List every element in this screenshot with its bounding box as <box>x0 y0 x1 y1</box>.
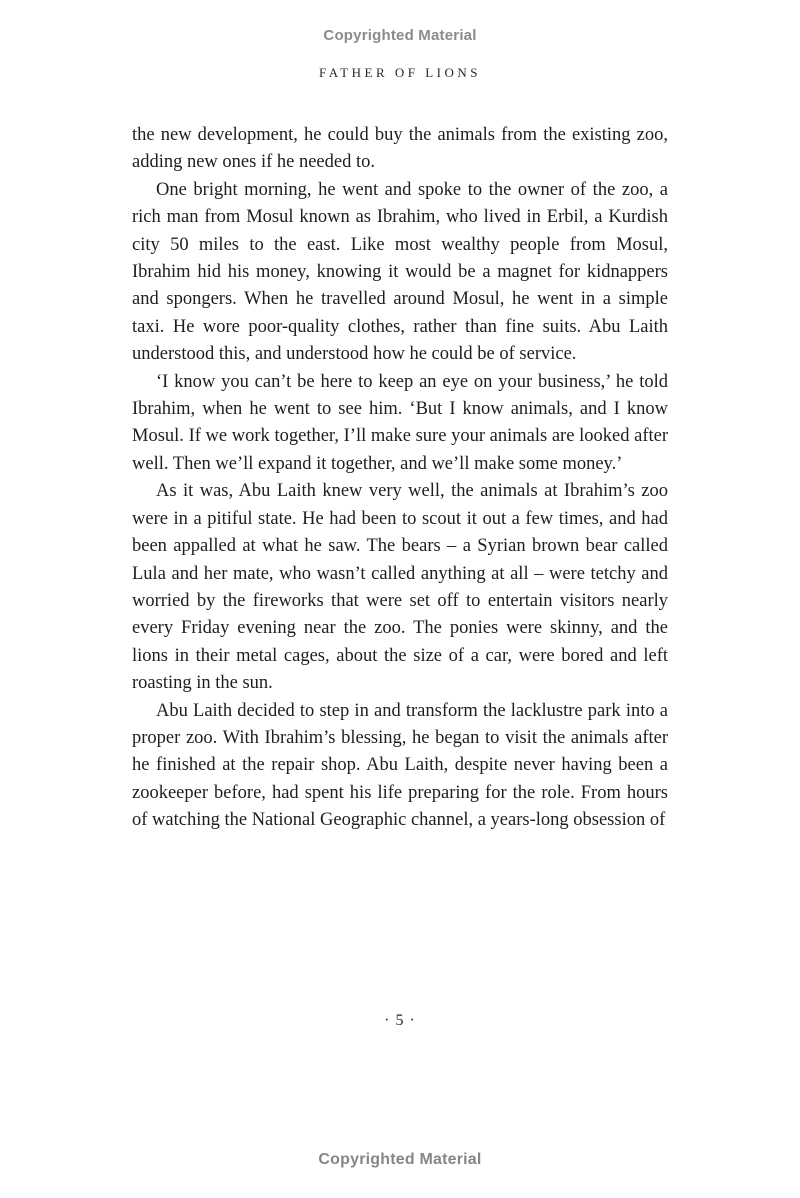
paragraph: As it was, Abu Laith knew very well, the animals at Ibrahim’s zoo were in a pitiful state. He had been to scout it out a few times, and had been appalled at what he saw. The bears – a Syrian brown bear called Lula and her mate, who wasn’t called anything at all – were tetchy and worried by the fireworks that were set off to entertain visitors nearly every Friday evening near the zoo. The ponies were skinny, and the lions in their metal cages, about the size of a car, were bored and left roasting in the sun. <box>132 481 668 694</box>
paragraph: One bright morning, he went and spoke to the owner of the zoo, a rich man from Mosul known as Ibrahim, who lived in Erbil, a Kurdish city 50 miles to the east. Like most wealthy people from Mosul, Ibrahim hid his money, knowing it would be a magnet for kidnappers and spongers. When he travelled around Mosul, he went in a simple taxi. He wore poor-quality clothes, rather than fine suits. Abu Laith understood this, and understood how he could be of service. <box>132 179 668 365</box>
copyright-watermark-top: Copyrighted Material <box>323 27 477 44</box>
running-head: FATHER OF LIONS <box>318 65 482 80</box>
paragraph: Abu Laith decided to step in and transform the lacklustre park into a proper zoo. With Ibrahim’s blessing, he began to visit the animals after he finished at the repair shop. Abu Laith, despite never having been a zookeeper before, had spent his life preparing for the role. From hours of watching the National Geographic channel, a years-long obsession of <box>132 700 668 831</box>
copyright-watermark-bottom: Copyrighted Material <box>318 1151 482 1168</box>
page-number: · 5 · <box>384 1012 416 1029</box>
paragraph: ‘I know you can’t be here to keep an eye on your business,’ he told Ibrahim, when he went to see him. ‘But I know animals, and I know Mosul. If we work together, I’ll make sure your animals are looked after well. Then we’ll expand it together, and we’ll make some money.’ <box>132 371 668 474</box>
paragraph: the new development, he could buy the animals from the existing zoo, adding new ones if he needed to. <box>132 125 668 173</box>
body-text <box>132 122 668 835</box>
